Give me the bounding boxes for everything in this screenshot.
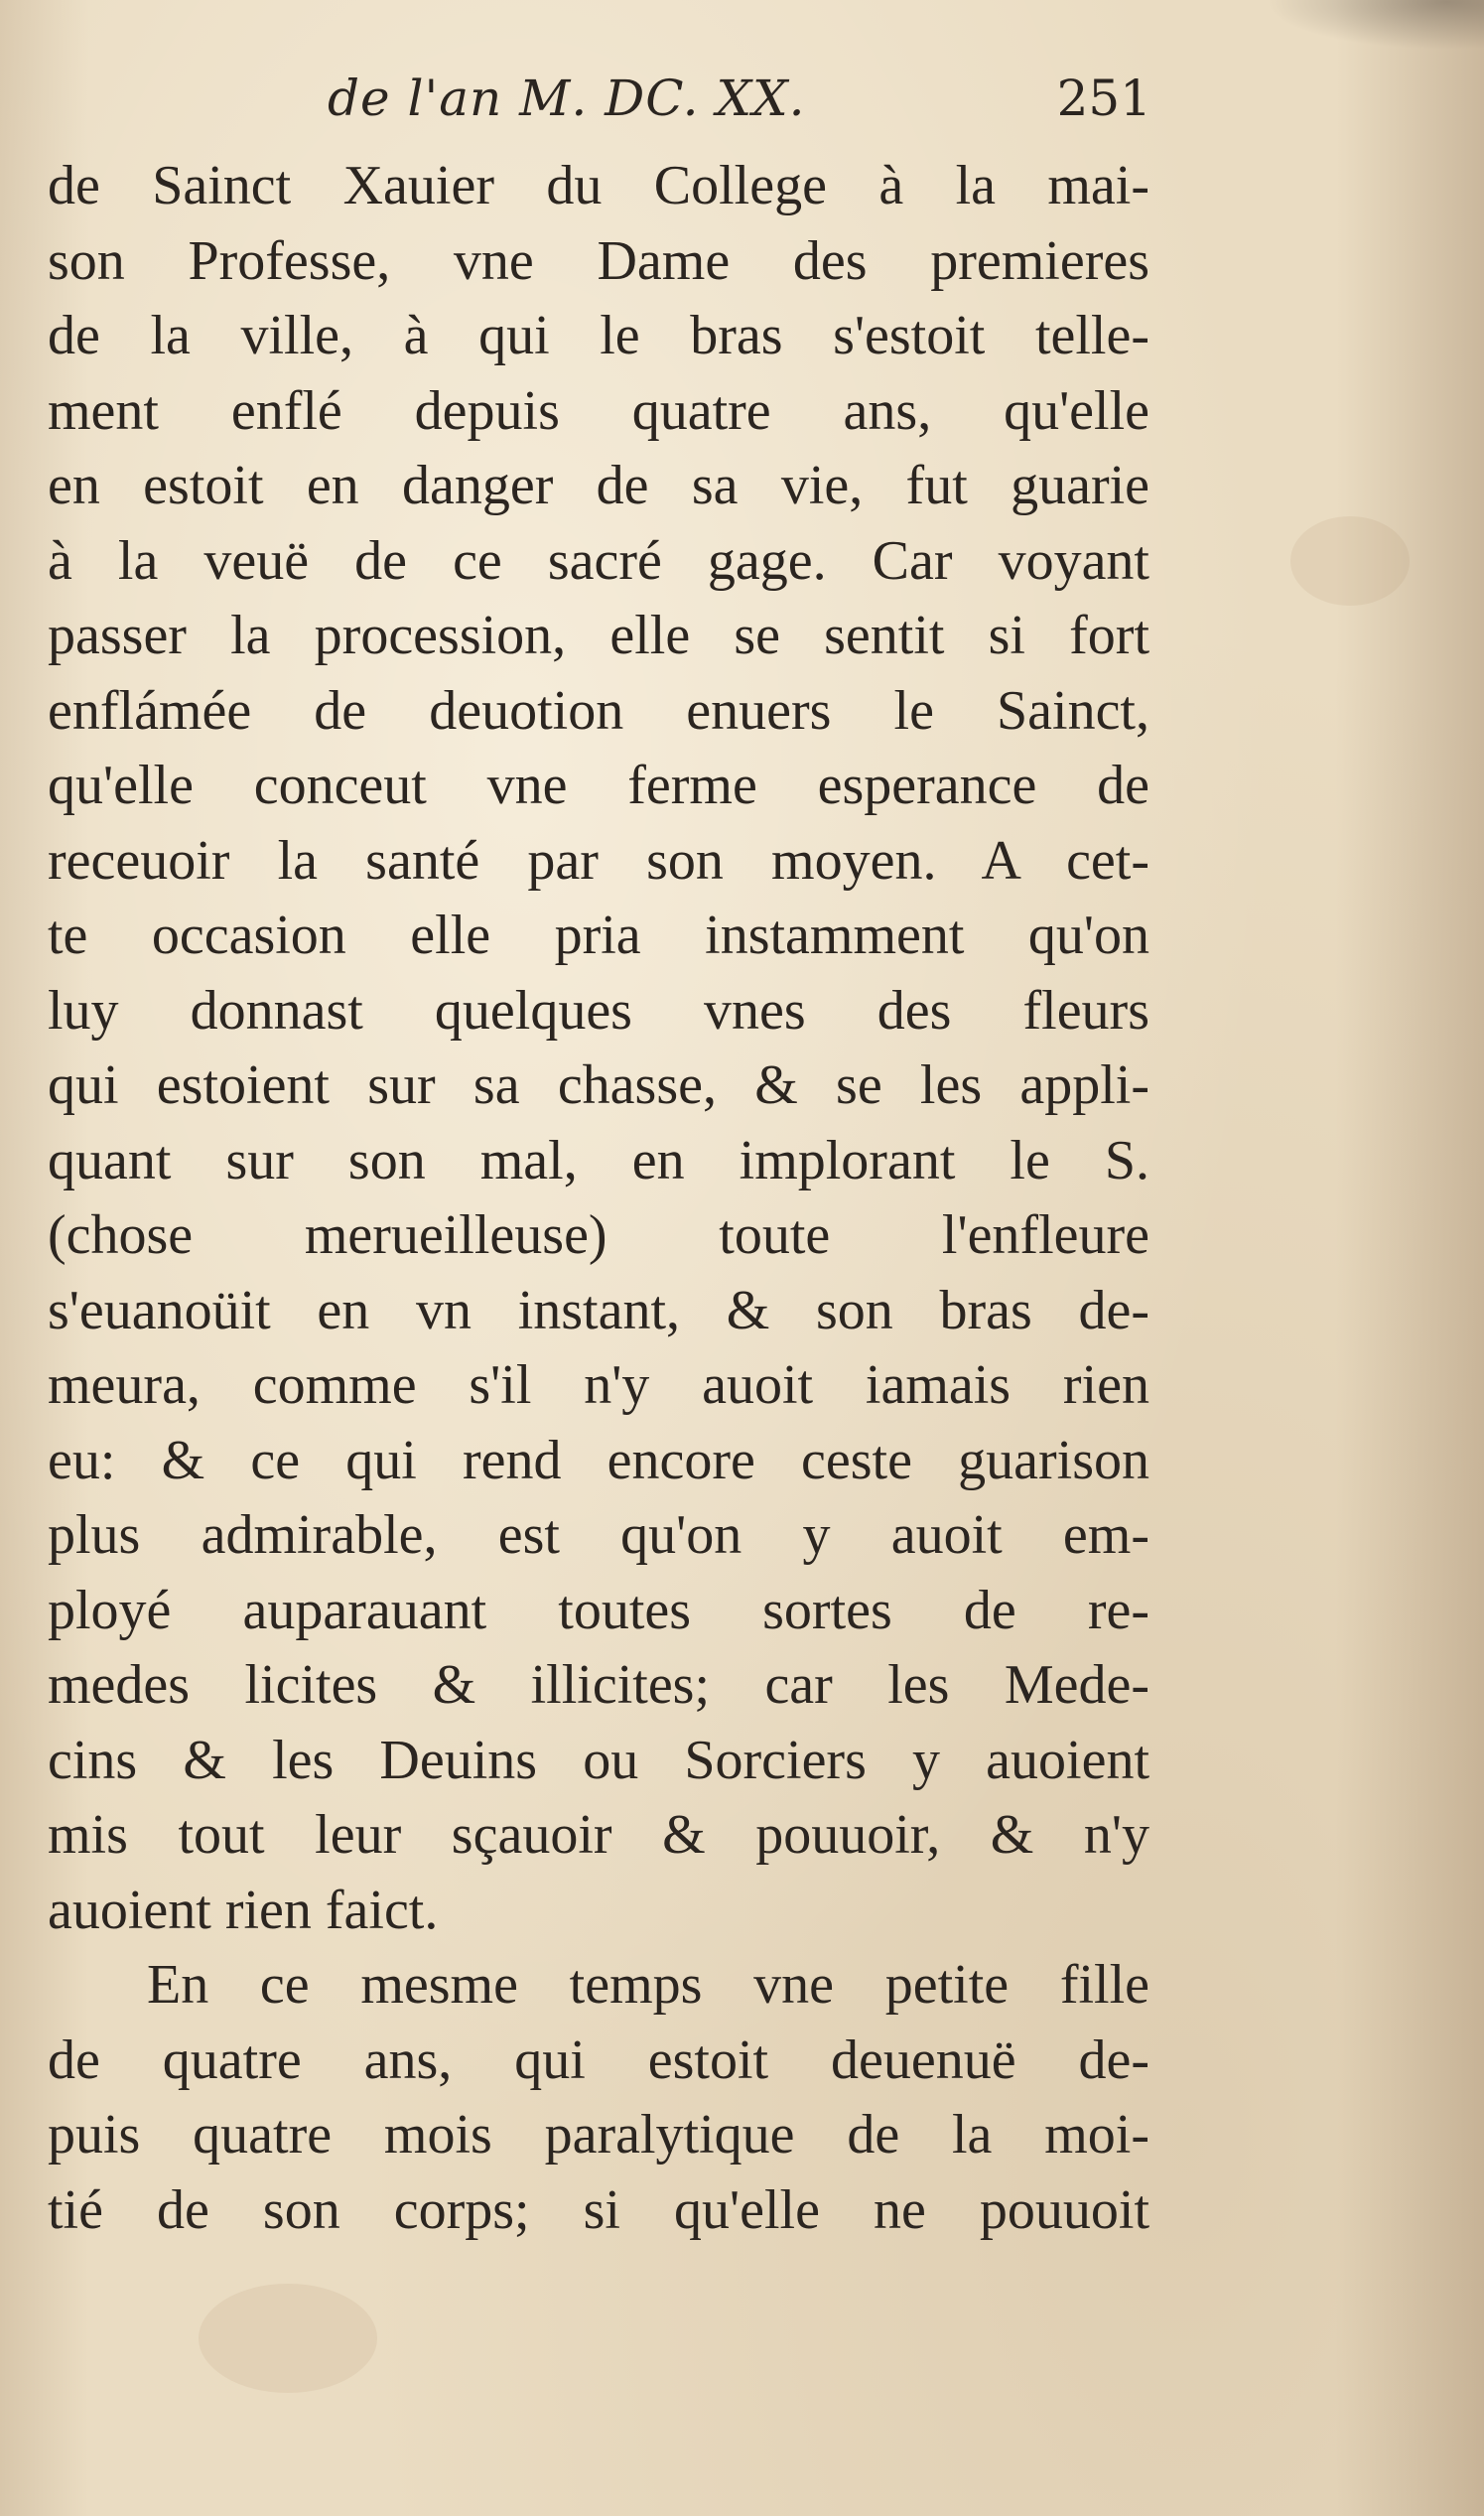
text-line: quant sur son mal, en implorant le S. <box>48 1129 1149 1191</box>
text-line: de Sainct Xauier du College à la mai- <box>48 155 1149 216</box>
text-line: receuoir la santé par son moyen. A cet- <box>48 829 1149 892</box>
text-line: ment enflé depuis quatre ans, qu'elle <box>48 379 1149 442</box>
paper-stain <box>1290 516 1410 606</box>
running-head <box>328 62 1151 151</box>
paper-stain <box>199 2284 377 2393</box>
text-line: mis tout leur sçauoir & pouuoir, & n'y <box>48 1804 1149 1866</box>
paragraph-first-line: En ce mesme temps vne petite fille <box>147 1954 1149 2016</box>
page-number: 251 <box>1056 70 1151 127</box>
text-line: cins & les Deuins ou Sorciers y auoient <box>48 1729 1149 1791</box>
text-line: s'euanoüit en vn instant, & son bras de- <box>48 1279 1149 1341</box>
text-line: tié de son corps; si qu'elle ne pouuoit <box>48 2178 1149 2241</box>
text-line: luy donnast quelques vnes des fleurs <box>48 979 1149 1042</box>
text-line: à la veuë de ce sacré gage. Car voyant <box>48 529 1149 592</box>
text-line: son Professe, vne Dame des premieres <box>48 229 1149 292</box>
text-line: meura, comme s'il n'y auoit iamais rien <box>48 1354 1149 1416</box>
page-corner-shadow <box>1266 0 1484 50</box>
text-line: puis quatre mois paralytique de la moi- <box>48 2104 1149 2166</box>
text-line: medes licites & illicites; car les Mede- <box>48 1654 1149 1716</box>
paragraph-last-line: auoient rien faict. <box>48 1879 439 1941</box>
body-text <box>48 149 1149 2248</box>
running-head-title: de l'an M. DC. XX. <box>328 70 806 127</box>
text-line: en estoit en danger de sa vie, fut guarie <box>48 455 1149 516</box>
text-line: enflámée de deuotion enuers le Sainct, <box>48 679 1149 742</box>
text-line: plus admirable, est qu'on y auoit em- <box>48 1504 1149 1566</box>
text-line: ployé auparauant toutes sortes de re- <box>48 1579 1149 1641</box>
text-line: de quatre ans, qui estoit deuenuë de- <box>48 2028 1149 2091</box>
text-line: qui estoient sur sa chasse, & se les appli- <box>48 1054 1149 1116</box>
text-line: te occasion elle pria instamment qu'on <box>48 905 1149 966</box>
text-line: passer la procession, elle se sentit si fort <box>48 605 1149 666</box>
text-line: qu'elle conceut vne ferme esperance de <box>48 755 1149 816</box>
text-line: eu: & ce qui rend encore ceste guarison <box>48 1429 1149 1491</box>
text-line: (chose merueilleuse) toute l'enfleure <box>48 1204 1149 1266</box>
text-line: de la ville, à qui le bras s'estoit telle- <box>48 305 1149 366</box>
